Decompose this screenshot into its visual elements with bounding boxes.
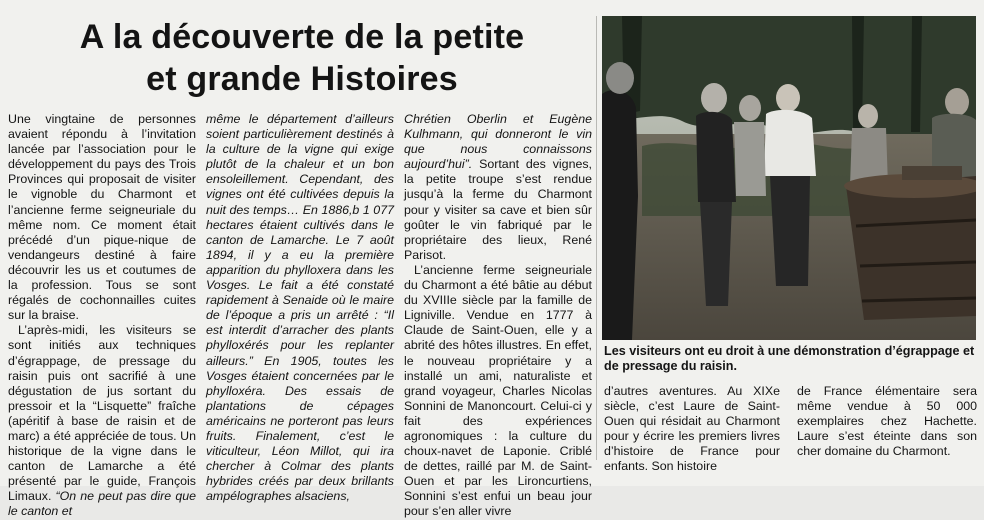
article-column-5 xyxy=(797,384,977,459)
paragraph-laure-de-saint-ouen: d’autres aventures. Au XIXe siècle, c’est Laure de Saint-Ouen qui résidait au Charmont pour y écrire les premiers livres d’histoire de France pour enfants. Son histoire xyxy=(604,384,780,474)
paragraph-hachette-sales: de France élémentaire sera même vendue à 50 000 exemplaires chez Hachette. Laure s’est éteinte dans son cher domaine du Charmont. xyxy=(797,384,977,459)
guide-quote-start: “On ne peut pas dire que le canton et xyxy=(8,489,196,519)
article-column-1 xyxy=(8,112,196,520)
article-column-4 xyxy=(604,384,780,475)
guide-quote-end: Chrétien Oberlin et Eugène Kulhmann, qui donneront le vin que nous connaissons aujourd’hui”. xyxy=(404,112,592,172)
headline-line-1: A la découverte de la petite xyxy=(79,18,525,56)
photo-caption: Les visiteurs ont eu droit à une démonstration d’égrappage et de pressage du raisin. xyxy=(604,344,975,373)
column-divider xyxy=(596,16,597,460)
paragraph-intro: Une vingtaine de personnes avaient répondu à l’invitation lancée par l’association pour le développement du pays des Trois Provinces qui proposait de visiter le vignoble du Charmont et l’ancienne ferme seigneuriale du même nom. Ce moment était précédé d’un pique-nique de vendangeurs destiné à faire découvrir les us et coutumes de la profession. Tous se sont régalés de cochonnailles cuites sur la braise. xyxy=(8,112,196,323)
article-column-3 xyxy=(404,112,592,520)
paragraph-winery-visit xyxy=(404,112,592,263)
paragraph-farm-history: L’ancienne ferme seigneuriale du Charmont a été bâtie au début du XVIIIe siècle par la famille de Ligniville. Vendue en 1777 à Claude de Saint-Ouen, elle y a abrité des hôtes illustres. En effet, le nouveau propriétaire y a installé un ami, naturaliste et grand voyageur, Charles Nicolas Sonnini de Manoncourt. Celui-ci y fait des expériences agronomiques : la culture du choux-navet de Laponie. Criblé de dettes, raillé par M. de Saint-Ouen et par les Lironcurtiens, Sonnini s’est enfui un beau jour pour s’en aller vivre xyxy=(404,262,592,519)
afternoon-text: L’après-midi, les visiteurs se sont initiés aux techniques d’égrappage, de pressage du raisin puis ont sacrifié à une dégustation de jus sortant du pressoir et la “Lisquette” fraîche (apéritif à base de raisin et de marc) a été appréciée de tous. Un historique de la vigne dans le canton de Lamarche a été présenté par le guide, François Limaux. xyxy=(8,323,196,504)
article-column-2 xyxy=(206,112,394,504)
winery-visit-text: Sortant des vignes, la petite troupe s’est rendue jusqu’à la ferme du Charmont pour y visiter sa cave et bien sûr goûter le vin fabriqué par le propriétaire des lieux, René Parisot. xyxy=(404,157,592,262)
paragraph-afternoon xyxy=(8,323,196,519)
headline-line-2: et grande Histoires xyxy=(146,60,458,98)
article-photo xyxy=(602,16,976,340)
article-headline xyxy=(12,16,592,100)
guide-quote-body: même le département d’ailleurs soient particulièrement destinés à la culture de la vigne qui exige plutôt de la chaleur et un bon ensoleillement. Cependant, des vignes ont été cultivées depuis la nuit des temps… En 1886,b 1 077 hectares étaient cultivés dans le canton de Lamarche. Le 7 août 1894, il y a eu la première apparition du phylloxera dans les Vosges. Le fait a été constaté rapidement à Senaide où le maire de l’époque a pris un arrêté : “Il est interdit d’arracher des plants phylloxérés pour les replanter ailleurs.” En 1905, toutes les Vosges étaient concernées par le phylloxéra. Des essais de plantations de cépages américains ne porteront pas leurs fruits. Finalement, c’est le viticulteur, Léon Millot, qui ira chercher à Colmar des plants hybrides créés par deux brillants ampélographes alsaciens, xyxy=(206,112,394,504)
photo-grape-destemming-demo xyxy=(602,16,976,340)
